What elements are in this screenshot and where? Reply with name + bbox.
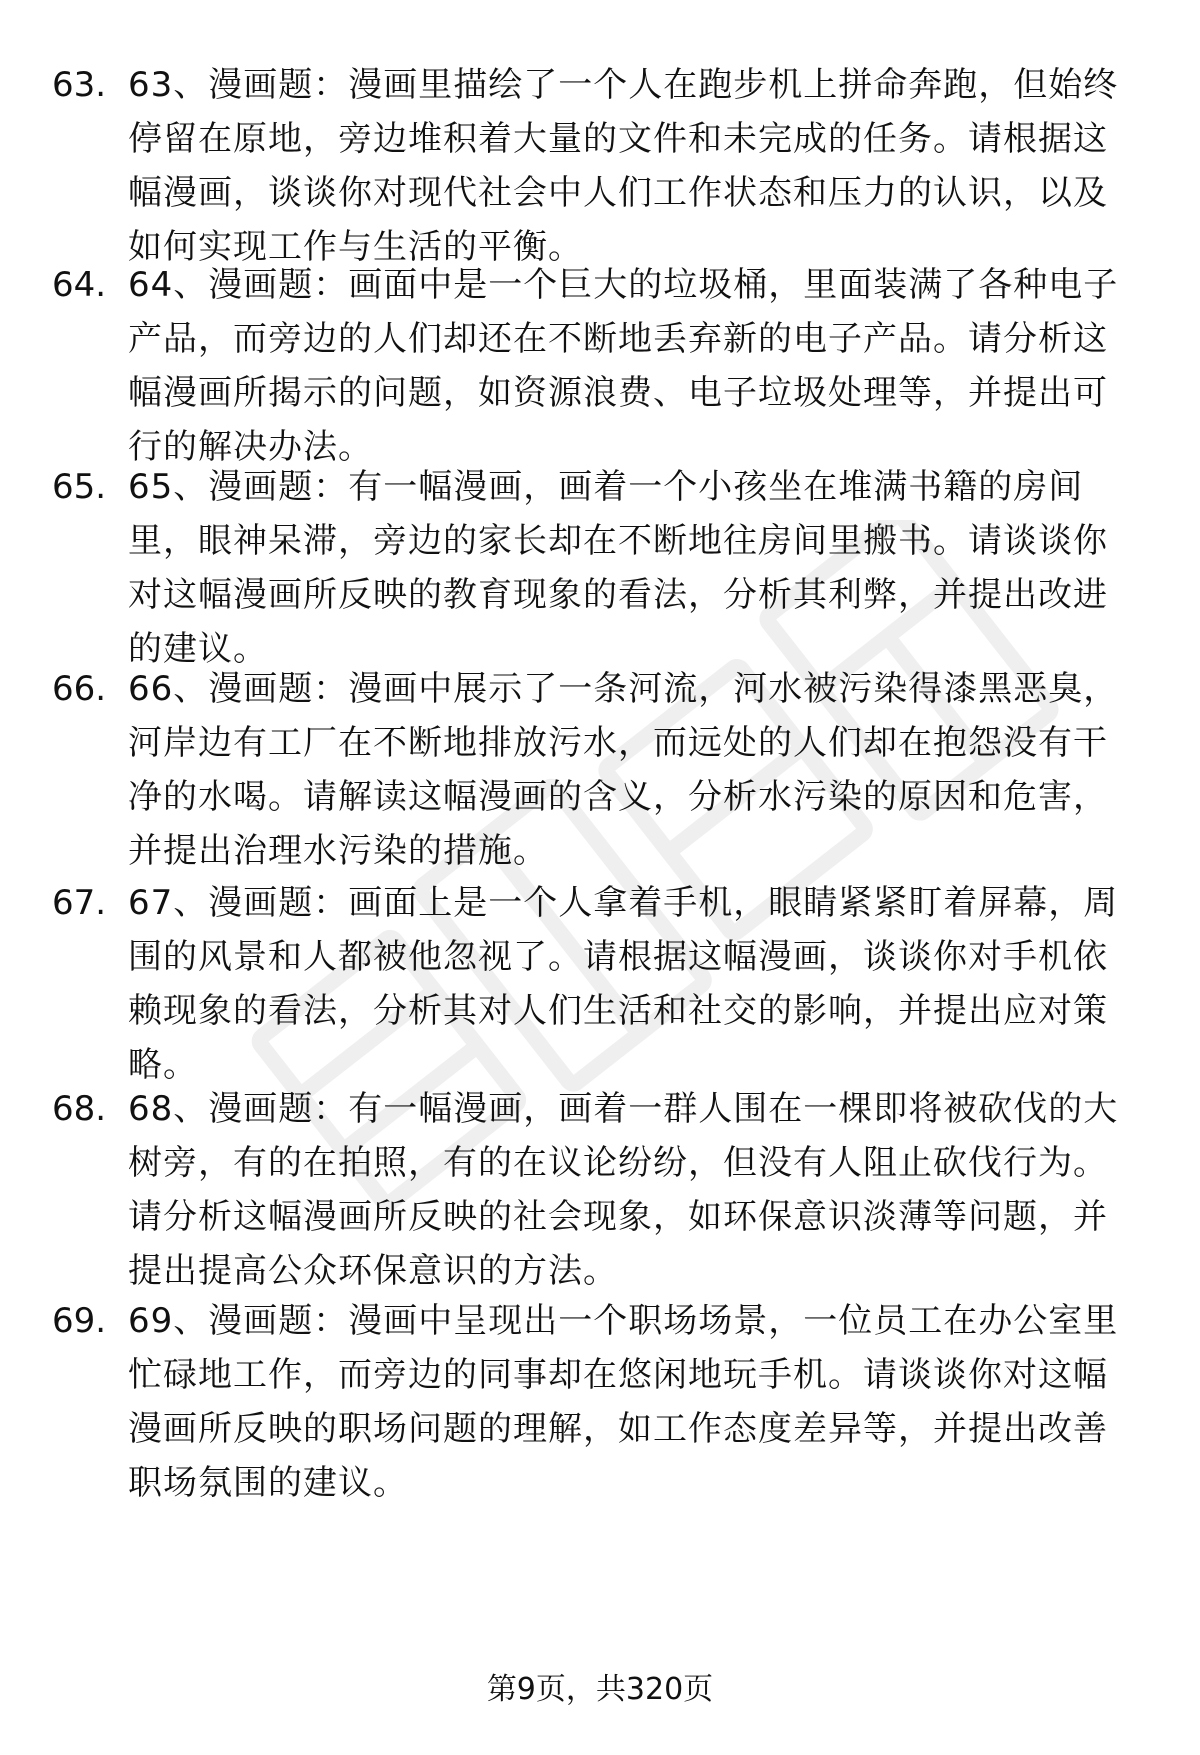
page-footer: 第9页，共320页	[486, 1672, 714, 1707]
question-number: 64.	[52, 265, 107, 305]
question-text: 63、漫画题：漫画里描绘了一个人在跑步机上拼命奔跑，但始终 停留在原地，旁边堆积着大量的文件和未完成的任务。请根据这 幅漫画，谈谈你对现代社会中人们工作状态和压力的认识，以及 如何实现工作与生活的平衡。	[128, 65, 1119, 267]
question-text: 65、漫画题：有一幅漫画，画着一个小孩坐在堆满书籍的房间 里，眼神呆滞，旁边的家长却在不断地往房间里搬书。请谈谈你 对这幅漫画所反映的教育现象的看法，分析其利弊，并提出改进 的建议。	[128, 467, 1108, 669]
question-number: 67.	[52, 883, 107, 923]
question-number: 63.	[52, 65, 107, 105]
question-text: 68、漫画题：有一幅漫画，画着一群人围在一棵即将被砍伐的大 树旁，有的在拍照，有的在议论纷纷，但没有人阻止砍伐行为。 请分析这幅漫画所反映的社会现象，如环保意识淡薄等问题，并 提出提高公众环保意识的方法。	[128, 1089, 1119, 1291]
question-number: 69.	[52, 1301, 107, 1341]
question-number: 65.	[52, 467, 107, 507]
question-text: 66、漫画题：漫画中展示了一条河流，河水被污染得漆黑恶臭， 河岸边有工厂在不断地排放污水，而远处的人们却在抱怨没有干 净的水喝。请解读这幅漫画的含义，分析水污染的原因和危害， 并提出治理水污染的措施。	[128, 669, 1119, 871]
question-number: 68.	[52, 1089, 107, 1129]
question-text: 67、漫画题：画面上是一个人拿着手机，眼睛紧紧盯着屏幕，周 围的风景和人都被他忽视了。请根据这幅漫画，谈谈你对手机依 赖现象的看法，分析其对人们生活和社交的影响，并提出应对策 略。	[128, 883, 1119, 1085]
question-text: 69、漫画题：漫画中呈现出一个职场场景，一位员工在办公室里 忙碌地工作，而旁边的同事却在悠闲地玩手机。请谈谈你对这幅 漫画所反映的职场问题的理解，如工作态度差异等，并提出改善 职场氛围的建议。	[128, 1301, 1119, 1503]
question-number: 66.	[52, 669, 107, 709]
question-text: 64、漫画题：画面中是一个巨大的垃圾桶，里面装满了各种电子 产品，而旁边的人们却还在不断地丢弃新的电子产品。请分析这 幅漫画所揭示的问题，如资源浪费、电子垃圾处理等，并提出可 行的解决办法。	[128, 265, 1119, 467]
